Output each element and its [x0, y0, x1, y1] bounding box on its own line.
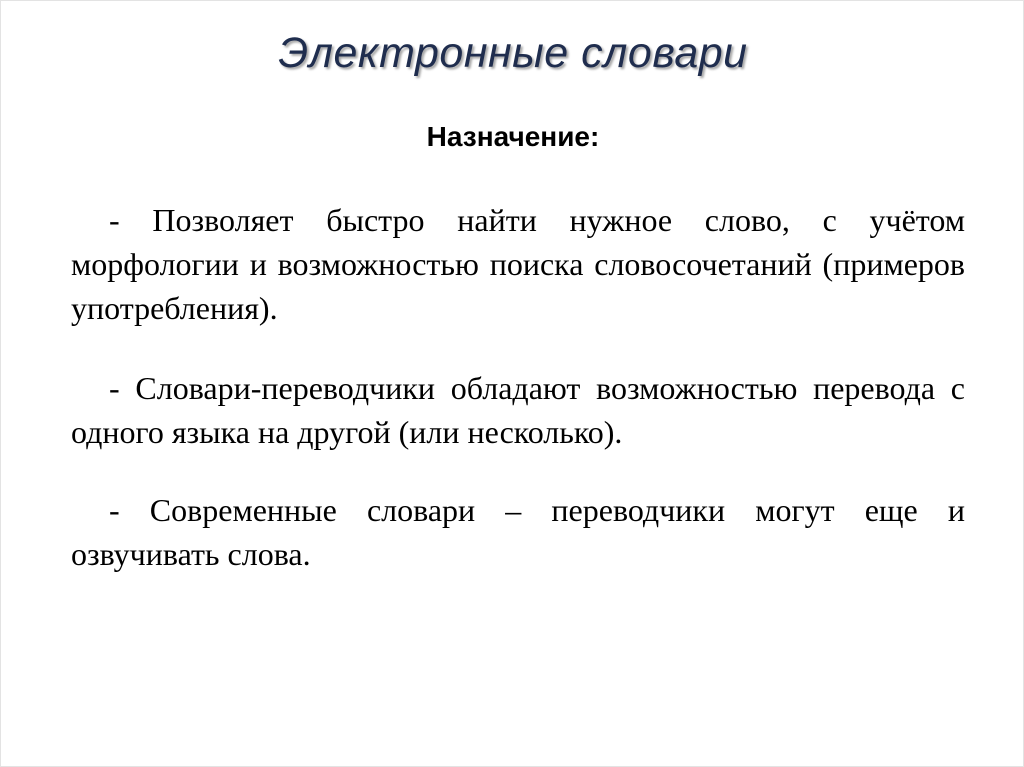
slide-subtitle: Назначение: [426, 121, 600, 152]
paragraph-translation: - Словари-переводчики обладают возможностью перевода с одного языка на другой (или несколько). [71, 370, 965, 450]
paragraph-search: - Позволяет быстро найти нужное слово, с учётом морфологии и возможностью поиска словосочетаний (примеров употребления). [71, 202, 965, 326]
paragraph-pronunciation: - Современные словари – переводчики могут еще и озвучивать слова. [71, 492, 965, 572]
slide-title: Электронные словари [278, 29, 748, 77]
